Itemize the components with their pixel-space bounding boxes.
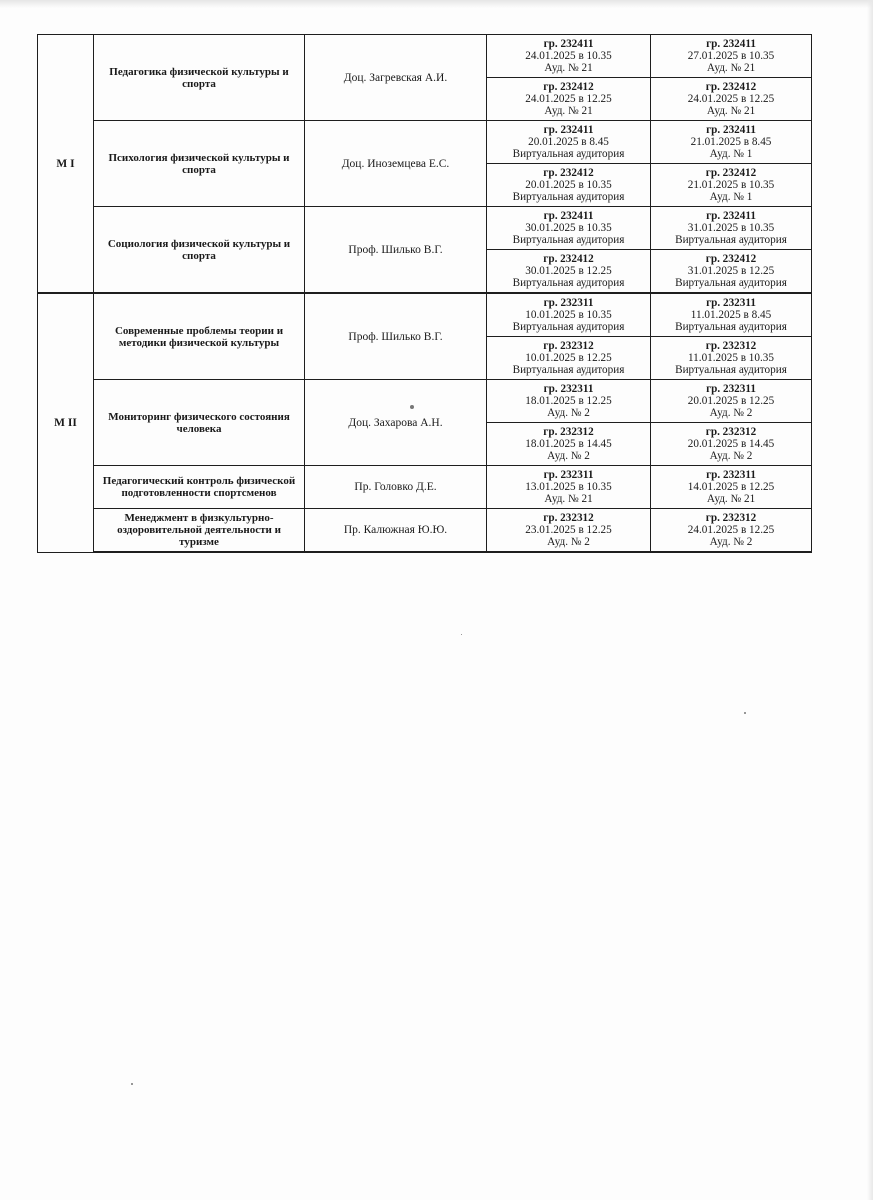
- group-number: гр. 232311: [543, 297, 594, 309]
- group-number: гр. 232411: [706, 38, 756, 50]
- scan-top-edge: [0, 0, 873, 8]
- exam-slot-first: [487, 35, 651, 78]
- exam-datetime: 11.01.2025 в 8.45: [690, 309, 772, 321]
- exam-slot-second: [651, 509, 812, 553]
- subject-name: Педагогический контроль физической подготовленности спортсменов: [94, 466, 305, 509]
- exam-slot-first: [487, 380, 651, 423]
- exam-room: Виртуальная аудитория: [512, 148, 625, 160]
- exam-slot-second: [651, 164, 812, 207]
- exam-datetime: 14.01.2025 в 12.25: [687, 481, 775, 493]
- exam-room: Ауд. № 1: [709, 148, 753, 160]
- exam-slot-second: [651, 250, 812, 294]
- exam-room: Виртуальная аудитория: [512, 234, 625, 246]
- exam-slot-first: [487, 509, 651, 553]
- group-number: гр. 232311: [543, 469, 594, 481]
- table-row: [38, 466, 812, 509]
- exam-slot-second: [651, 78, 812, 121]
- group-number: гр. 232412: [705, 81, 757, 93]
- exam-slot-first: [487, 250, 651, 294]
- subject-name: Менеджмент в физкультурно-оздоровительной деятельности и туризме: [94, 509, 305, 553]
- exam-slot-first: [487, 121, 651, 164]
- exam-slot-first: [487, 78, 651, 121]
- exam-slot-second: [651, 466, 812, 509]
- table-row: [38, 121, 812, 164]
- teacher-name: Доц. Иноземцева Е.С.: [305, 121, 487, 207]
- exam-room: Виртуальная аудитория: [512, 277, 625, 289]
- exam-slot-second: [651, 35, 812, 78]
- table-row: [38, 509, 812, 553]
- subject-name: Мониторинг физического состояния человека: [94, 380, 305, 466]
- exam-room: Виртуальная аудитория: [675, 234, 787, 246]
- exam-datetime: 24.01.2025 в 10.35: [525, 50, 612, 62]
- exam-slot-first: [487, 293, 651, 337]
- exam-datetime: 30.01.2025 в 12.25: [525, 265, 612, 277]
- exam-datetime: 13.01.2025 в 10.35: [525, 481, 612, 493]
- exam-datetime: 11.01.2025 в 10.35: [688, 352, 774, 364]
- subject-name: Социология физической культуры и спорта: [94, 207, 305, 294]
- group-number: гр. 232411: [543, 124, 594, 136]
- table-row: [38, 293, 812, 337]
- group-number: гр. 232312: [543, 426, 594, 438]
- teacher-name: Проф. Шилько В.Г.: [305, 207, 487, 294]
- group-number: гр. 232311: [706, 469, 756, 481]
- exam-room: Ауд. № 21: [544, 62, 593, 74]
- exam-room: Ауд. № 21: [544, 105, 593, 117]
- exam-datetime: 20.01.2025 в 8.45: [528, 136, 609, 148]
- exam-datetime: 10.01.2025 в 12.25: [525, 352, 612, 364]
- exam-room: Ауд. № 2: [547, 536, 590, 548]
- exam-datetime: 23.01.2025 в 12.25: [525, 524, 612, 536]
- exam-room: Виртуальная аудитория: [675, 277, 787, 289]
- teacher-name: Пр. Калюжная Ю.Ю.: [305, 509, 487, 553]
- scan-speck: [461, 634, 462, 635]
- group-number: гр. 232412: [705, 253, 757, 265]
- exam-slot-first: [487, 466, 651, 509]
- exam-slot-second: [651, 207, 812, 250]
- table-row: [38, 207, 812, 250]
- exam-room: Ауд. № 2: [709, 407, 753, 419]
- exam-slot-second: [651, 380, 812, 423]
- group-number: гр. 232412: [543, 167, 594, 179]
- schedule-body: [38, 35, 812, 553]
- exam-datetime: 30.01.2025 в 10.35: [525, 222, 612, 234]
- exam-datetime: 20.01.2025 в 10.35: [525, 179, 612, 191]
- subject-name: Педагогика физической культуры и спорта: [94, 35, 305, 121]
- exam-slot-first: [487, 164, 651, 207]
- exam-room: Виртуальная аудитория: [512, 364, 625, 376]
- group-number: гр. 232312: [705, 340, 757, 352]
- exam-datetime: 27.01.2025 в 10.35: [687, 50, 775, 62]
- exam-slot-second: [651, 423, 812, 466]
- exam-datetime: 20.01.2025 в 14.45: [687, 438, 775, 450]
- module-label: М II: [38, 293, 94, 552]
- teacher-name: Доц. Загревская А.И.: [305, 35, 487, 121]
- group-number: гр. 232411: [706, 124, 756, 136]
- exam-room: Ауд. № 21: [544, 493, 593, 505]
- exam-room: Ауд. № 2: [709, 450, 753, 462]
- teacher-name: Проф. Шилько В.Г.: [305, 293, 487, 380]
- exam-datetime: 31.01.2025 в 12.25: [687, 265, 775, 277]
- exam-slot-first: [487, 207, 651, 250]
- exam-datetime: 18.01.2025 в 12.25: [525, 395, 612, 407]
- exam-datetime: 24.01.2025 в 12.25: [687, 524, 775, 536]
- exam-slot-first: [487, 337, 651, 380]
- exam-datetime: 24.01.2025 в 12.25: [525, 93, 612, 105]
- group-number: гр. 232412: [543, 81, 594, 93]
- teacher-name: Пр. Головко Д.Е.: [305, 466, 487, 509]
- table-row: [38, 380, 812, 423]
- group-number: гр. 232312: [705, 426, 757, 438]
- group-number: гр. 232411: [543, 38, 594, 50]
- scan-speck: [744, 712, 746, 714]
- exam-room: Виртуальная аудитория: [512, 191, 625, 203]
- teacher-name: Доц. Захарова А.Н.: [305, 380, 487, 466]
- group-number: гр. 232412: [705, 167, 757, 179]
- scan-right-edge: [867, 0, 873, 1200]
- exam-room: Виртуальная аудитория: [512, 321, 625, 333]
- scan-speck: [410, 405, 414, 409]
- exam-room: Ауд. № 2: [547, 407, 590, 419]
- exam-schedule-table: [37, 34, 812, 553]
- exam-datetime: 18.01.2025 в 14.45: [525, 438, 612, 450]
- group-number: гр. 232412: [543, 253, 594, 265]
- exam-room: Ауд. № 2: [547, 450, 590, 462]
- group-number: гр. 232311: [706, 383, 756, 395]
- subject-name: Психология физической культуры и спорта: [94, 121, 305, 207]
- exam-datetime: 31.01.2025 в 10.35: [687, 222, 775, 234]
- exam-datetime: 21.01.2025 в 10.35: [687, 179, 775, 191]
- exam-room: Виртуальная аудитория: [675, 364, 787, 376]
- exam-datetime: 21.01.2025 в 8.45: [690, 136, 772, 148]
- exam-datetime: 20.01.2025 в 12.25: [687, 395, 775, 407]
- group-number: гр. 232311: [706, 297, 756, 309]
- subject-name: Современные проблемы теории и методики физической культуры: [94, 293, 305, 380]
- exam-room: Ауд. № 1: [709, 191, 753, 203]
- exam-room: Ауд. № 21: [706, 105, 756, 117]
- exam-slot-first: [487, 423, 651, 466]
- group-number: гр. 232311: [543, 383, 594, 395]
- exam-datetime: 24.01.2025 в 12.25: [687, 93, 775, 105]
- exam-room: Ауд. № 21: [706, 62, 756, 74]
- exam-room: Виртуальная аудитория: [675, 321, 787, 333]
- group-number: гр. 232312: [543, 340, 594, 352]
- group-number: гр. 232411: [706, 210, 756, 222]
- group-number: гр. 232312: [543, 512, 594, 524]
- module-label: М I: [38, 35, 94, 294]
- exam-slot-second: [651, 293, 812, 337]
- group-number: гр. 232312: [705, 512, 757, 524]
- group-number: гр. 232411: [543, 210, 594, 222]
- table-row: [38, 35, 812, 78]
- exam-room: Ауд. № 2: [709, 536, 753, 548]
- scan-speck: [131, 1083, 133, 1085]
- exam-slot-second: [651, 121, 812, 164]
- exam-slot-second: [651, 337, 812, 380]
- exam-room: Ауд. № 21: [706, 493, 756, 505]
- exam-datetime: 10.01.2025 в 10.35: [525, 309, 612, 321]
